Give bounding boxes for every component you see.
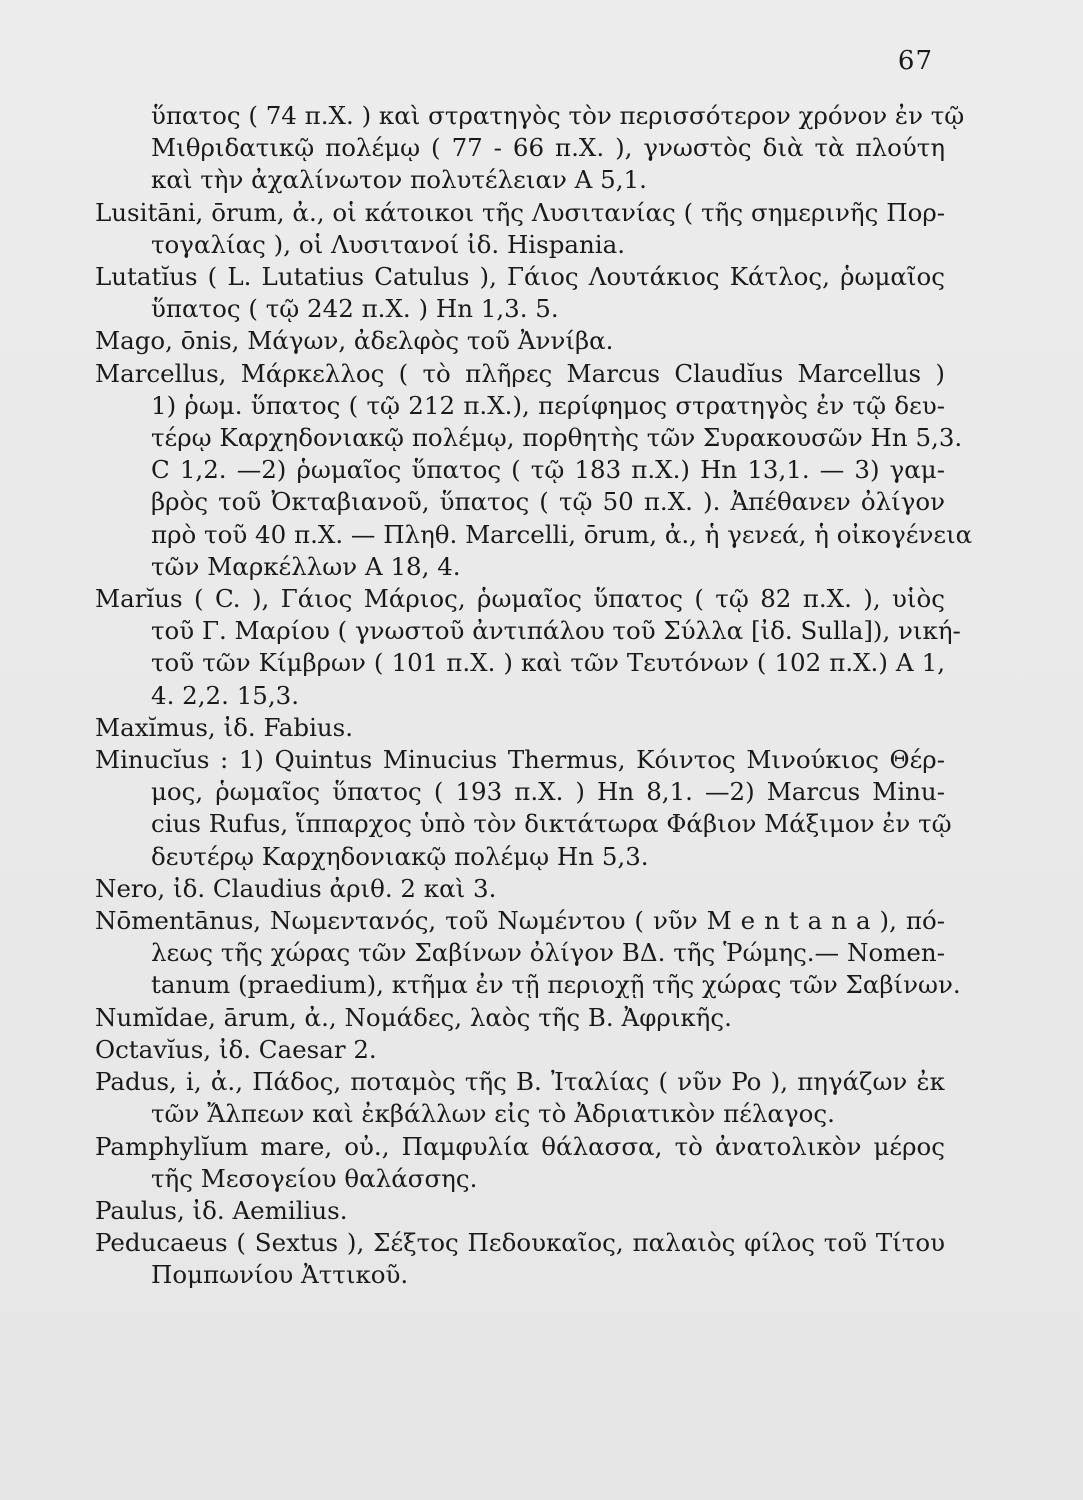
entry-line: 1) ῥωμ. ὕπατος ( τῷ 212 π.Χ.), περίφημος στρατηγὸς ἐν τῷ δευ- xyxy=(151,390,945,420)
entry-line: Minucĭus : 1) Quintus Minucius Thermus, Κόιντος Μινούκιος Θέρ- xyxy=(95,745,945,775)
entry-line: tanum (praedium), κτῆμα ἐν τῇ περιοχῇ τῆς χώρας τῶν Σαβίνων. xyxy=(151,970,961,1000)
glossary-entry xyxy=(95,583,961,712)
glossary-entry xyxy=(95,358,973,583)
entry-line: τοῦ Γ. Μαρίου ( γνωστοῦ ἀντιπάλου τοῦ Σύλλα [ἰδ. Sulla]), νική- xyxy=(151,616,961,646)
entry-line: Maxĭmus, ἰδ. Fabius. xyxy=(95,712,354,742)
glossary-entry xyxy=(95,744,952,873)
glossary-entry xyxy=(95,905,961,1002)
entry-line: Lusitāni, ōrum, ἀ., οἱ κάτοικοι τῆς Λυσιτανίας ( τῆς σημερινῆς Πορ- xyxy=(95,197,945,227)
entry-line: λεως τῆς χώρας τῶν Σαβίνων ὀλίγον ΒΔ. τῆς Ῥώμης.— Nomen- xyxy=(151,938,945,968)
entry-line: τοῦ τῶν Κίμβρων ( 101 π.Χ. ) καὶ τῶν Τευτόνων ( 102 π.Χ.) Α 1, xyxy=(151,648,945,678)
glossary-entry xyxy=(95,100,965,197)
entry-line: Marĭus ( C. ), Γάιος Μάριος, ῥωμαῖος ὕπατος ( τῷ 82 π.Χ. ), υἱὸς xyxy=(95,584,945,614)
entry-line: Πομπωνίου Ἀττικοῦ. xyxy=(151,1260,409,1290)
entry-line: τῶν Μαρκέλλων Α 18, 4. xyxy=(151,551,461,581)
glossary-entry xyxy=(95,1066,945,1130)
entry-line: Nero, ἰδ. Claudius ἀριθ. 2 καὶ 3. xyxy=(95,873,497,903)
entry-line: ὕπατος ( τῷ 242 π.Χ. ) Hn 1,3. 5. xyxy=(151,294,559,324)
entry-line: τῶν Ἄλπεων καὶ ἐκβάλλων εἰς τὸ Ἀδριατικὸν πέλαγος. xyxy=(151,1099,835,1129)
entry-line: cius Rufus, ἵππαρχος ὑπὸ τὸν δικτάτωρα Φάβιον Μάξιμον ἐν τῷ xyxy=(151,809,952,839)
entry-line: ὕπατος ( 74 π.Χ. ) καὶ στρατηγὸς τὸν περισσότερον χρόνον ἐν τῷ xyxy=(151,101,965,130)
entry-line: μος, ῥωμαῖος ὕπατος ( 193 π.Χ. ) Hn 8,1. —2) Marcus Minu- xyxy=(151,777,945,807)
entry-line: C 1,2. —2) ῥωμαῖος ὕπατος ( τῷ 183 π.Χ.) Hn 13,1. — 3) γαμ- xyxy=(151,455,945,485)
entry-line: δευτέρῳ Καρχηδονιακῷ πολέμῳ Hn 5,3. xyxy=(151,841,649,871)
entry-line: Lutatĭus ( L. Lutatius Catulus ), Γάιος Λουτάκιος Κάτλος, ῥωμαῖος xyxy=(95,262,945,292)
entry-line: Octavĭus, ἰδ. Caesar 2. xyxy=(95,1034,377,1064)
entry-line: 4. 2,2. 15,3. xyxy=(151,680,300,710)
entry-line: καὶ τὴν ἀχαλίνωτον πολυτέλειαν Α 5,1. xyxy=(151,165,647,195)
glossary-entry xyxy=(95,1034,945,1066)
glossary-text xyxy=(95,100,973,1292)
entry-line: πρὸ τοῦ 40 π.Χ. — Πληθ. Marcelli, ōrum, ἀ., ἡ γενεά, ἡ οἰκογένεια xyxy=(151,519,973,549)
glossary-entry xyxy=(95,1195,945,1227)
entry-line: Peducaeus ( Sextus ), Σέξτος Πεδουκαῖος, παλαιὸς φίλος τοῦ Τίτου xyxy=(95,1228,945,1258)
glossary-entry xyxy=(95,261,945,325)
entry-line: Marcellus, Μάρκελλος ( τὸ πλῆρες Marcus Claudĭus Marcellus ) xyxy=(95,358,945,388)
entry-line: Mago, ōnis, Μάγων, ἀδελφὸς τοῦ Ἀννίβα. xyxy=(95,326,614,356)
entry-line: τῆς Μεσογείου θαλάσσης. xyxy=(151,1163,478,1193)
entry-line: βρὸς τοῦ Ὀκταβιανοῦ, ὕπατος ( τῷ 50 π.Χ. ). Ἀπέθανεν ὀλίγον xyxy=(151,487,945,517)
page-number: 67 xyxy=(897,46,933,76)
entry-line: τέρῳ Καρχηδονιακῷ πολέμῳ, πορθητὴς τῶν Συρακουσῶν Hn 5,3. xyxy=(151,423,963,453)
entry-line: Pamphylĭum mare, οὐ., Παμφυλία θάλασσα, τὸ ἀνατολικὸν μέρος xyxy=(95,1131,945,1161)
entry-line: Numĭdae, ārum, ἀ., Νομάδες, λαὸς τῆς Β. Ἀφρικῆς. xyxy=(95,1002,732,1032)
glossary-entry xyxy=(95,1002,945,1034)
glossary-entry xyxy=(95,1227,945,1291)
glossary-entry xyxy=(95,712,945,744)
glossary-entry xyxy=(95,197,945,261)
entry-line: τογαλίας ), οἱ Λυσιτανοί ἰδ. Hispania. xyxy=(151,229,626,259)
glossary-entry xyxy=(95,1131,945,1195)
glossary-entry xyxy=(95,873,945,905)
entry-line: Padus, i, ἀ., Πάδος, ποταμὸς τῆς Β. Ἰταλίας ( νῦν Po ), πηγάζων ἐκ xyxy=(95,1067,945,1097)
entry-line: Nōmentānus, Νωμεντανός, τοῦ Νωμέντου ( νῦν M e n t a n a ), πό- xyxy=(95,906,945,936)
entry-line: Μιθριδατικῷ πολέμῳ ( 77 - 66 π.Χ. ), γνωστὸς διὰ τὰ πλούτη xyxy=(151,133,945,163)
glossary-entry xyxy=(95,325,945,357)
entry-line: Paulus, ἰδ. Aemilius. xyxy=(95,1195,348,1225)
